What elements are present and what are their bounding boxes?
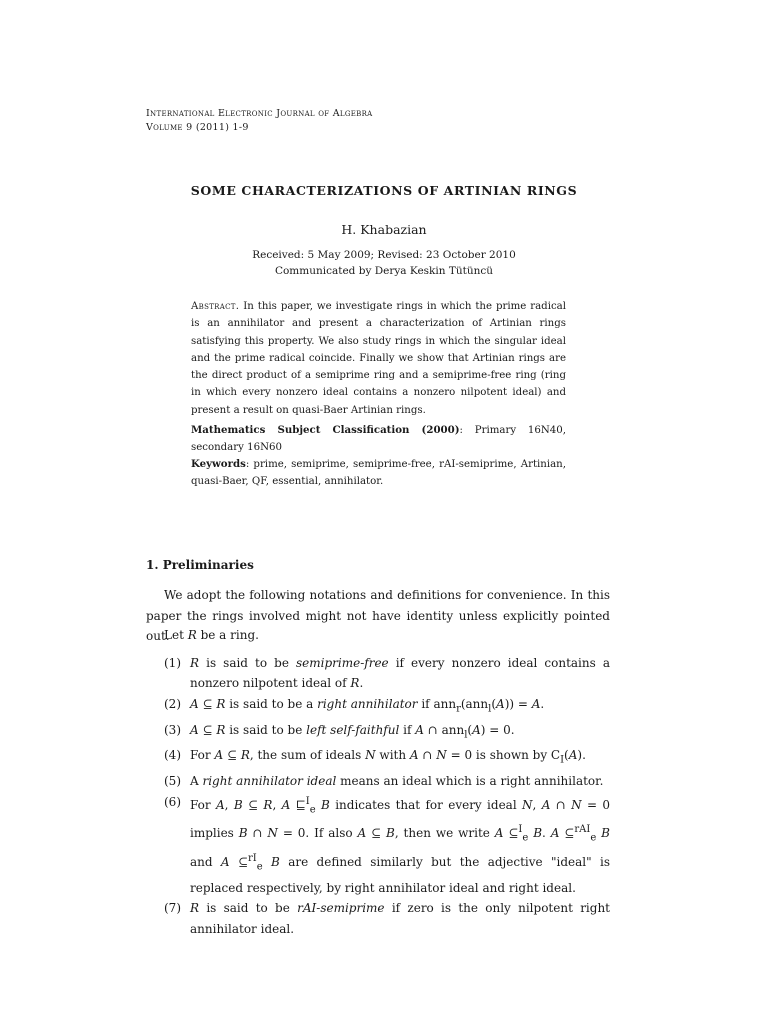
keywords-line <box>191 456 566 490</box>
item-text: A ⊆ R is said to be left self-faithful if A ∩ ann$_l$(A) = 0. <box>190 722 515 740</box>
abstract-label: Abstract. <box>191 301 240 312</box>
item-text: For A ⊆ R, the sum of ideals N with A ∩ N = 0 is shown by $C_I(A)$. <box>190 748 586 766</box>
journal-name: International Electronic Journal of Algebra <box>146 108 373 119</box>
item-number: (3) <box>164 722 181 737</box>
list-item <box>164 792 610 899</box>
item-number: (6) <box>164 794 181 809</box>
definitions-list <box>164 653 610 939</box>
preliminaries-paragraph: We adopt the following notations and definitions for convenience. In this paper the rings involved might not have identity unless explicitly pointed out. <box>146 588 610 643</box>
journal-volume: Volume 9 (2011) 1-9 <box>146 122 249 133</box>
abstract <box>191 298 566 419</box>
msc-text: : Primary 16N40, secondary 16N60 <box>191 425 566 453</box>
item-number: (5) <box>164 774 181 789</box>
item-number: (1) <box>164 656 181 670</box>
classification-block <box>191 422 566 490</box>
paper-author: H. Khabazian <box>341 222 427 237</box>
abstract-text: In this paper, we investigate rings in which the prime radical is an annihilator and present a characterization of Artinian rings satisfying this property. We also study rings in which the singular ideal and the prime radical coincide. Finally we show that Artinian rings are the direct product of a semiprime ring and a semiprime-free ring (ring in which every nonzero ideal contains a nonzero nilpotent ideal) and present a result on quasi-Baer Artinian rings. <box>191 301 566 416</box>
journal-header <box>146 107 373 135</box>
item-number: (7) <box>164 901 181 916</box>
keywords-text: : prime, semiprime, semiprime-free, rAI-semiprime, Artinian, quasi-Baer, QF, essential, annihilator. <box>191 459 566 487</box>
received-line: Received: 5 May 2009; Revised: 23 October 2010 <box>252 249 516 261</box>
item-number: (4) <box>164 748 181 763</box>
list-item <box>164 653 610 694</box>
list-item <box>164 898 610 939</box>
let-r-paragraph: Let R be a ring. <box>164 628 259 642</box>
item-text: For A, B ⊆ R, A ⊑$^I_e$ B indicates that for every ideal N, A ∩ N = 0 implies B ∩ N = 0. If also A ⊆ B, then we write A ⊆$^I_e$ B. A ⊆$^{rAI}_e$ B and A ⊆$^{rI}_e$ B are defined similarly but the adjective "ideal" is replaced respectively, by right annihilator ideal and right ideal. <box>190 795 610 895</box>
msc-label: Mathematics Subject Classification (2000) <box>191 424 460 436</box>
item-text: A right annihilator ideal means an ideal which is a right annihilator. <box>190 774 604 789</box>
list-item <box>164 694 610 720</box>
item-text: R is said to be semiprime-free if every nonzero ideal contains a nonzero nilpotent ideal of R. <box>190 656 610 691</box>
item-number: (2) <box>164 696 181 711</box>
paper-dates <box>0 247 768 279</box>
paper-title: SOME CHARACTERIZATIONS OF ARTINIAN RINGS <box>190 183 578 198</box>
list-item <box>164 745 610 771</box>
communicated-line: Communicated by Derya Keskin Tütüncü <box>274 265 494 277</box>
msc-line <box>191 422 566 456</box>
item-text: R is said to be rAI-semiprime if zero is the only nilpotent right annihilator ideal. <box>190 901 610 936</box>
section-heading: 1. Preliminaries <box>146 558 254 572</box>
item-text: A ⊆ R is said to be a right annihilator if ann$_r$(ann$_l$(A)) = A. <box>190 696 545 715</box>
list-item <box>164 720 610 746</box>
list-item <box>164 771 610 791</box>
keywords-label: Keywords <box>191 458 246 470</box>
